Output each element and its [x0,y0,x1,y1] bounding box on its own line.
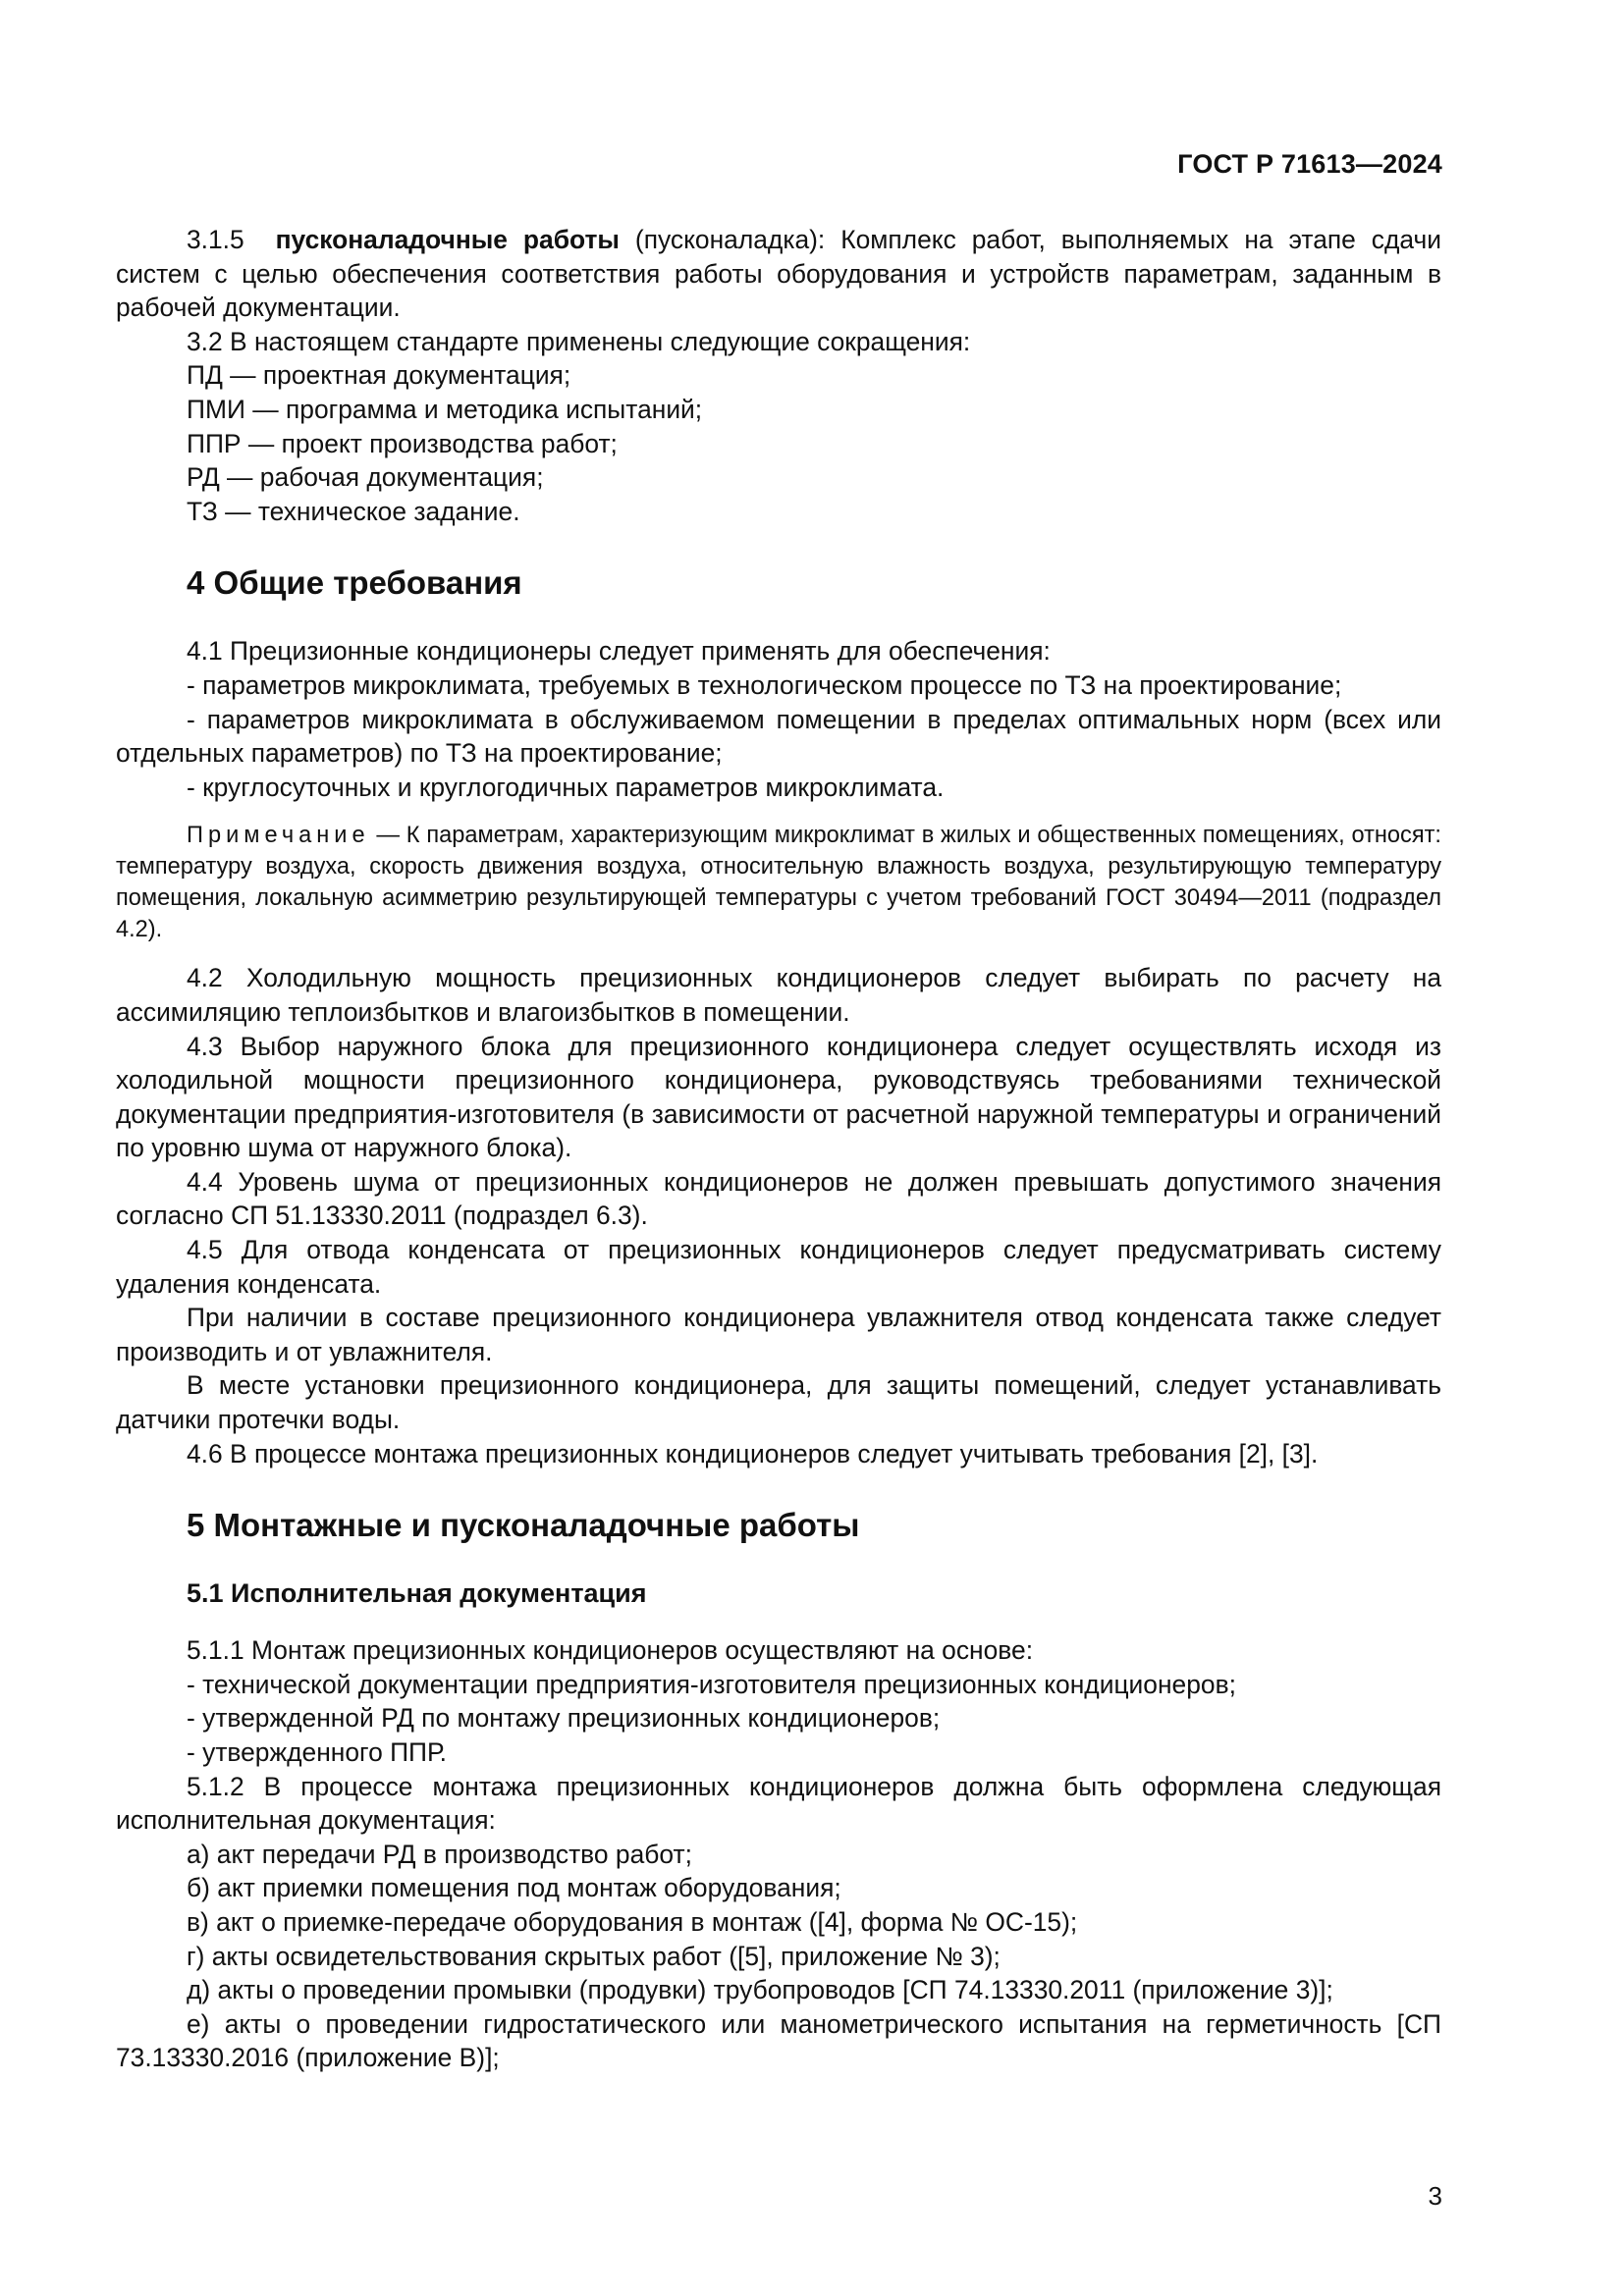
paragraph-4-1: 4.1 Прецизионные кондиционеры следует применять для обеспечения: [187,636,1051,667]
note-text: — К параметрам, характеризующим микроклимат в жилых и общественных помещениях, относят: температуру воздуха, скорость движения воздуха, относительную влажность воздуха, результирующую температуру помещения, локальную асимметрию результирующей температуры с учетом требований ГОСТ 30494—2011 (подраздел 4.2). [116,823,1441,943]
paragraph-4-5: 4.5 Для отвода конденсата от прецизионных кондиционеров следует предусматривать систему удаления конденсата. [116,1235,1441,1299]
list-item: - утвержденной РД по монтажу прецизионных кондиционеров; [187,1703,941,1734]
list-item: д) акты о проведении промывки (продувки) трубопроводов [СП 74.13330.2011 (приложение 3)]; [187,1975,1333,2005]
paragraph-4-5-humidifier: При наличии в составе прецизионного кондиционера увлажнителя отвод конденсата также следует производить и от увлажнителя. [116,1303,1441,1366]
list-item: - утвержденного ППР. [187,1737,447,1767]
paragraph-4-3: 4.3 Выбор наружного блока для прецизионного кондиционера следует осуществлять исходя из холодильной мощности прецизионного кондиционера, руководствуясь требованиями технической документации предприятия-изготовителя (в зависимости от расчетной наружной температуры и ограничений по уровню шума от наружного блока). [116,1031,1441,1163]
list-item: - круглосуточных и круглогодичных параметров микроклимата. [187,772,945,802]
abbreviation-item: ПМИ — программа и методика испытаний; [187,394,703,424]
list-item: г) акты освидетельствования скрытых работ ([5], приложение № 3); [187,1941,1001,1971]
clause-number: 3.1.5 [187,225,244,254]
section-4-heading: 4 Общие требования [187,564,522,602]
abbreviation-item: ППР — проект производства работ; [187,428,618,458]
paragraph-4-5-leak-sensors: В месте установки прецизионного кондиционера, для защиты помещений, следует устанавливать датчики протечки воды. [116,1370,1441,1435]
paragraph-3-2: 3.2 В настоящем стандарте применены следующие сокращения: [187,326,971,356]
paragraph-5-1-1: 5.1.1 Монтаж прецизионных кондиционеров осуществляют на основе: [187,1635,1034,1666]
list-item: - параметров микроклимата, требуемых в технологическом процессе по ТЗ на проектирование; [187,669,1342,700]
subsection-5-1-heading: 5.1 Исполнительная документация [187,1578,647,1609]
list-item: е) акты о проведении гидростатического или манометрического испытания на герметичность [СП 73.13330.2016 (приложение В)]; [116,2008,1441,2073]
list-item: в) акт о приемке-передаче оборудования в монтаж ([4], форма № ОС-15); [187,1906,1078,1937]
paragraph-5-1-2: 5.1.2 В процессе монтажа прецизионных кондиционеров должна быть оформлена следующая исполнительная документация: [116,1771,1441,1836]
abbreviation-item: ПД — проектная документация; [187,360,571,391]
abbreviation-item: ТЗ — техническое задание. [187,496,520,526]
paragraph-4-6: 4.6 В процессе монтажа прецизионных кондиционеров следует учитывать требования [2], [3]. [187,1438,1319,1468]
section-5-heading: 5 Монтажные и пусконаладочные работы [187,1507,860,1544]
list-item: - параметров микроклимата в обслуживаемом помещении в пределах оптимальных норм (всех или отдельных параметров) по ТЗ на проектирование; [116,704,1441,769]
abbreviation-item: РД — рабочая документация; [187,462,544,493]
note-label: Примечание [187,823,370,849]
definition-text: (пусконаладка): Комплекс работ, выполняемых на этапе сдачи систем с целью обеспечения соответствия работы оборудования и устройств параметрам, заданным в рабочей документации. [116,225,1441,323]
defined-term: пусконаладочные работы [275,225,620,254]
document-body [116,223,1441,2075]
paragraph-4-2: 4.2 Холодильную мощность прецизионных кондиционеров следует выбирать по расчету на ассимиляцию теплоизбытков и влагоизбытков в помещении. [116,963,1441,1027]
list-item: а) акт передачи РД в производство работ; [187,1839,692,1869]
note-paragraph [116,820,1441,945]
list-item: - технической документации предприятия-изготовителя прецизионных кондиционеров; [187,1669,1236,1699]
paragraph-4-4: 4.4 Уровень шума от прецизионных кондиционеров не должен превышать допустимого значения согласно СП 51.13330.2011 (подраздел 6.3). [116,1166,1441,1231]
paragraph-3-1-5 [116,223,1441,325]
page-number: 3 [1428,2181,1442,2211]
list-item: б) акт приемки помещения под монтаж оборудования; [187,1873,841,1903]
document-number-header: ГОСТ Р 71613—2024 [1177,149,1442,179]
